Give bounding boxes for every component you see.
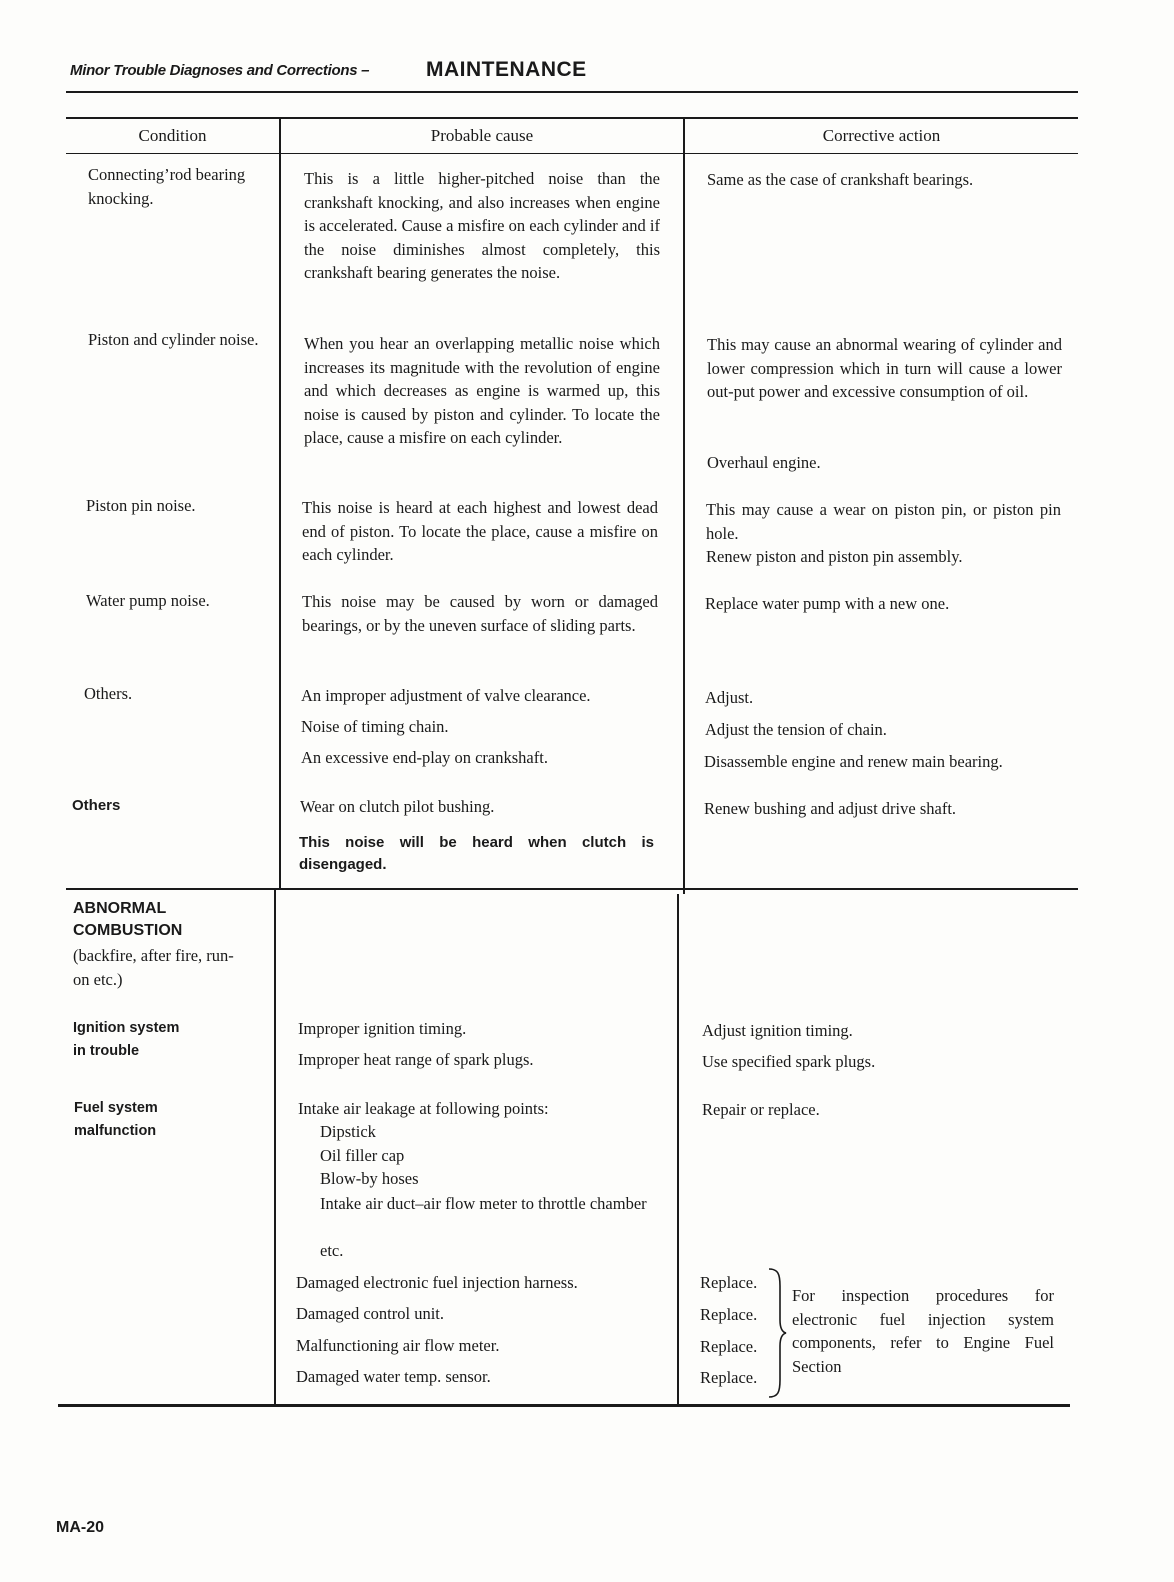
column-divider-1 — [279, 117, 281, 888]
page-title: MAINTENANCE — [426, 58, 587, 81]
header-row-rule — [66, 153, 1078, 154]
list-item: Intake air duct–air flow meter to throttle chamber — [320, 1194, 647, 1213]
action-cell: Replace. — [700, 1337, 758, 1356]
col-header-condition: Condition — [138, 126, 207, 145]
action-cell: Overhaul engine. — [707, 453, 821, 472]
column-divider-2b — [677, 894, 679, 1405]
col-header-action: Corrective action — [822, 126, 941, 145]
column-divider-2 — [683, 117, 685, 894]
cause-cell: Damaged electronic fuel injection harness. — [296, 1273, 578, 1292]
cause-cell: Wear on clutch pilot bushing. — [300, 797, 495, 816]
table-top-rule — [66, 117, 1078, 119]
cause-cell: Damaged water temp. sensor. — [296, 1367, 491, 1386]
action-cell: Same as the case of crankshaft bearings. — [707, 170, 974, 189]
cause-cell: Improper ignition timing. — [298, 1019, 467, 1038]
section-heading: Minor Trouble Diagnoses and Corrections – — [70, 62, 370, 79]
cause-note: This noise will be heard when clutch is disengaged. — [299, 834, 654, 873]
condition-cell: Others. — [84, 684, 133, 703]
list-item: etc. — [320, 1241, 344, 1260]
condition-cell: Connecting’rod bearing knocking. — [88, 165, 246, 208]
brace-glyph — [766, 1266, 788, 1400]
action-cell: Renew bushing and adjust drive shaft. — [704, 799, 957, 818]
cause-cell: This noise is heard at each highest and lowest dead end of piston. To locate the place, cause a misfire on each cylinder. — [302, 498, 658, 564]
list-item: Dipstick — [320, 1122, 376, 1141]
page-number: MA-20 — [56, 1519, 105, 1536]
section-subtitle: (backfire, after fire, run-on etc.) — [73, 946, 234, 989]
action-cell: Disassemble engine and renew main bearing. — [704, 752, 1003, 771]
action-cell: Replace. — [700, 1368, 758, 1387]
cause-cell: This is a little higher-pitched noise than the crankshaft knocking, and also increases when engine is accelerated. Cause a misfire on each cylinder and if the noise diminishes almost completely, this crankshaft bearing generates the noise. — [304, 169, 660, 282]
cause-cell: Intake air leakage at following points: — [298, 1099, 549, 1118]
condition-cell: in trouble — [73, 1043, 140, 1059]
action-cell: Replace water pump with a new one. — [705, 594, 950, 613]
section-title: ABNORMAL — [73, 900, 167, 917]
cause-cell: When you hear an overlapping metallic noise which increases its magnitude with the revolution of engine and which decreases as engine is warmed up, this noise is caused by piston and cylinder. To locate the place, cause a misfire on each cylinder. — [304, 334, 660, 447]
action-cell: Replace. — [700, 1305, 758, 1324]
condition-cell: Water pump noise. — [86, 591, 210, 610]
list-item: Blow-by hoses — [320, 1169, 419, 1188]
condition-cell: malfunction — [74, 1123, 157, 1139]
cause-cell: Noise of timing chain. — [301, 717, 449, 736]
cause-cell: This noise may be caused by worn or damaged bearings, or by the uneven surface of sliding parts. — [302, 592, 658, 635]
action-cell: Adjust the tension of chain. — [705, 720, 887, 739]
header-rule — [66, 91, 1078, 93]
col-header-cause: Probable cause — [430, 126, 534, 145]
condition-cell: Fuel system — [74, 1100, 158, 1116]
column-divider-1b — [274, 888, 276, 1405]
cause-cell: Malfunctioning air flow meter. — [296, 1336, 500, 1355]
action-cell: Renew piston and piston pin assembly. — [706, 547, 963, 566]
action-cell: Adjust ignition timing. — [702, 1021, 853, 1040]
action-cell: This may cause an abnormal wearing of cylinder and lower compression which in turn will cause a lower out-put power and excessive consumption of oil. — [707, 335, 1062, 401]
condition-cell: Piston and cylinder noise. — [88, 330, 259, 349]
action-cell: Adjust. — [705, 688, 754, 707]
condition-cell: Piston pin noise. — [86, 496, 196, 515]
condition-cell: Ignition system — [73, 1020, 180, 1036]
section-divider — [66, 888, 1078, 890]
action-cell: Repair or replace. — [702, 1100, 820, 1119]
reference-note: For inspection procedures for electronic fuel injection system components, refer to Engine Fuel Section — [792, 1286, 1054, 1376]
cause-cell: Damaged control unit. — [296, 1304, 445, 1323]
condition-cell: Others — [72, 797, 121, 814]
action-cell: This may cause a wear on piston pin, or piston pin hole. — [706, 500, 1061, 543]
section-title: COMBUSTION — [73, 922, 183, 939]
action-cell: Replace. — [700, 1273, 758, 1292]
action-cell: Use specified spark plugs. — [702, 1052, 876, 1071]
list-item: Oil filler cap — [320, 1146, 405, 1165]
cause-cell: An excessive end-play on crankshaft. — [301, 748, 548, 767]
cause-cell: Improper heat range of spark plugs. — [298, 1050, 534, 1069]
table-bottom-rule — [58, 1404, 1070, 1407]
cause-cell: An improper adjustment of valve clearance. — [301, 686, 591, 705]
